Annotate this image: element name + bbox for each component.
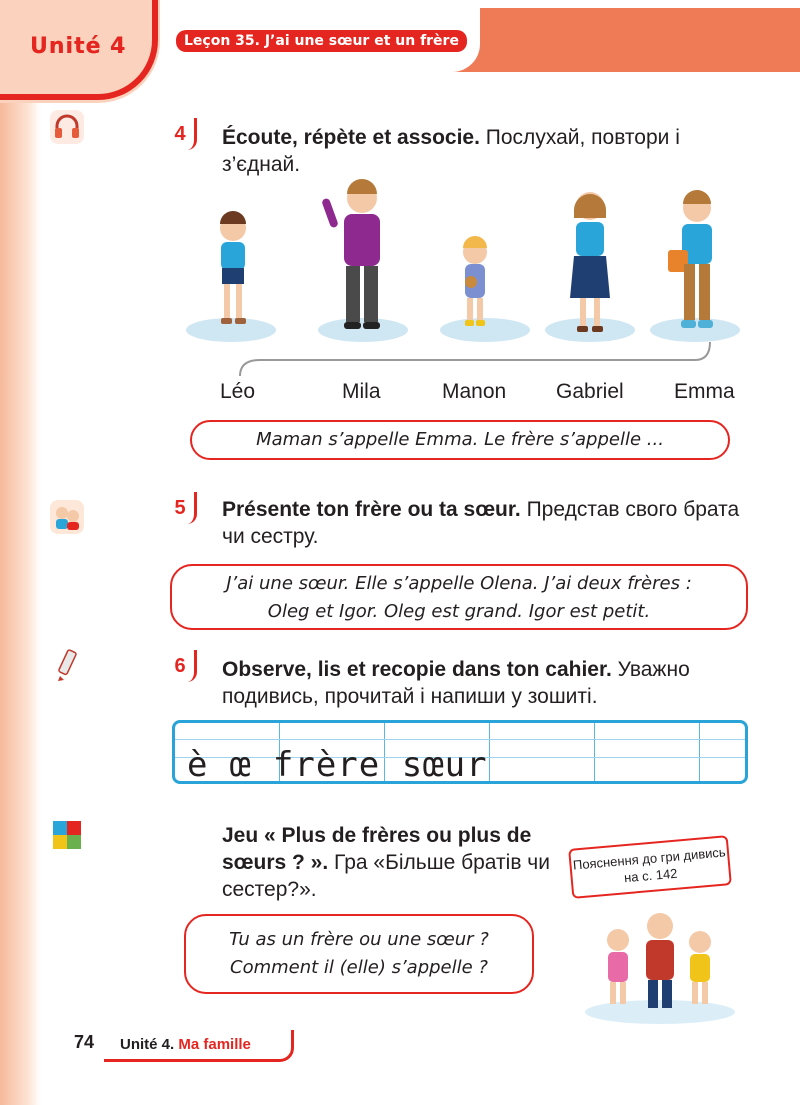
copybook-lines [172, 720, 748, 784]
bubble-text: J’ai une sœur. Elle s’appelle Olena. J’ai deux frères : [226, 573, 692, 594]
pencil-icon [50, 648, 84, 682]
children-illustration [580, 900, 740, 1025]
speech-bubble [184, 914, 534, 994]
footer-unit [120, 1036, 251, 1053]
copy-text: è œ frère sœur [187, 745, 488, 785]
game-instruction [222, 822, 552, 903]
task-4-instruction [222, 124, 752, 178]
father-figure [322, 178, 402, 338]
task-5-translation: Представ свого брата чи сестру. [222, 498, 740, 548]
task-6-translation: Уважно подивись, прочитай і напиши у зошиті. [222, 658, 690, 708]
game-note: Пояснення до гри дивись на с. 142 [568, 835, 732, 899]
name-item: Manon [442, 380, 507, 403]
blocks-icon [50, 818, 84, 852]
lesson-title: Leçon 35. J’ai une sœur et un frère [176, 30, 467, 52]
bubble-text: Tu as un frère ou une sœur ? [229, 929, 489, 950]
girl-figure [208, 210, 258, 335]
speech-bubble [190, 420, 730, 460]
connector-line [230, 340, 720, 380]
bubble-text: Maman s’appelle Emma. Le frère s’appelle ... [256, 429, 664, 450]
game-translation: Гра «Більше братів чи сестер?». [222, 851, 550, 901]
footer-unit-title: Ma famille [178, 1036, 251, 1053]
task-4-translation: Послухай, повтори і з’єднай. [222, 126, 680, 176]
task-5-number: 5 [166, 492, 197, 524]
task-5-instruction [222, 496, 752, 550]
footer-unit-label: Unité 4. [120, 1036, 175, 1053]
task-6-instruction [222, 656, 762, 710]
name-item: Mila [342, 380, 381, 403]
toddler-figure [455, 236, 495, 336]
game-title: Jeu « Plus de frères ou plus de sœurs ? ». [222, 824, 532, 874]
bubble-text: Oleg et Igor. Oleg est grand. Igor est petit. [267, 601, 651, 622]
mother-figure [558, 188, 622, 338]
guide-line [175, 739, 745, 740]
left-margin-strip [0, 0, 40, 1105]
bubble-text: Comment il (elle) s’appelle ? [230, 957, 488, 978]
boy-figure [662, 190, 732, 338]
task-4-title: Écoute, répète et associe. [222, 126, 480, 149]
unit-label: Unité 4 [30, 34, 127, 59]
task-6-number: 6 [166, 650, 197, 682]
name-item: Léo [220, 380, 256, 403]
name-item: Emma [674, 380, 735, 403]
page-number: 74 [74, 1032, 95, 1052]
headphones-icon [50, 110, 84, 144]
kids-talking-icon [50, 500, 84, 534]
unit-badge [30, 34, 126, 59]
task-5-title: Présente ton frère ou ta sœur. [222, 498, 521, 521]
speech-bubble [170, 564, 748, 630]
name-item: Gabriel [556, 380, 624, 403]
task-4-number: 4 [166, 118, 197, 150]
task-6-title: Observe, lis et recopie dans ton cahier. [222, 658, 612, 681]
